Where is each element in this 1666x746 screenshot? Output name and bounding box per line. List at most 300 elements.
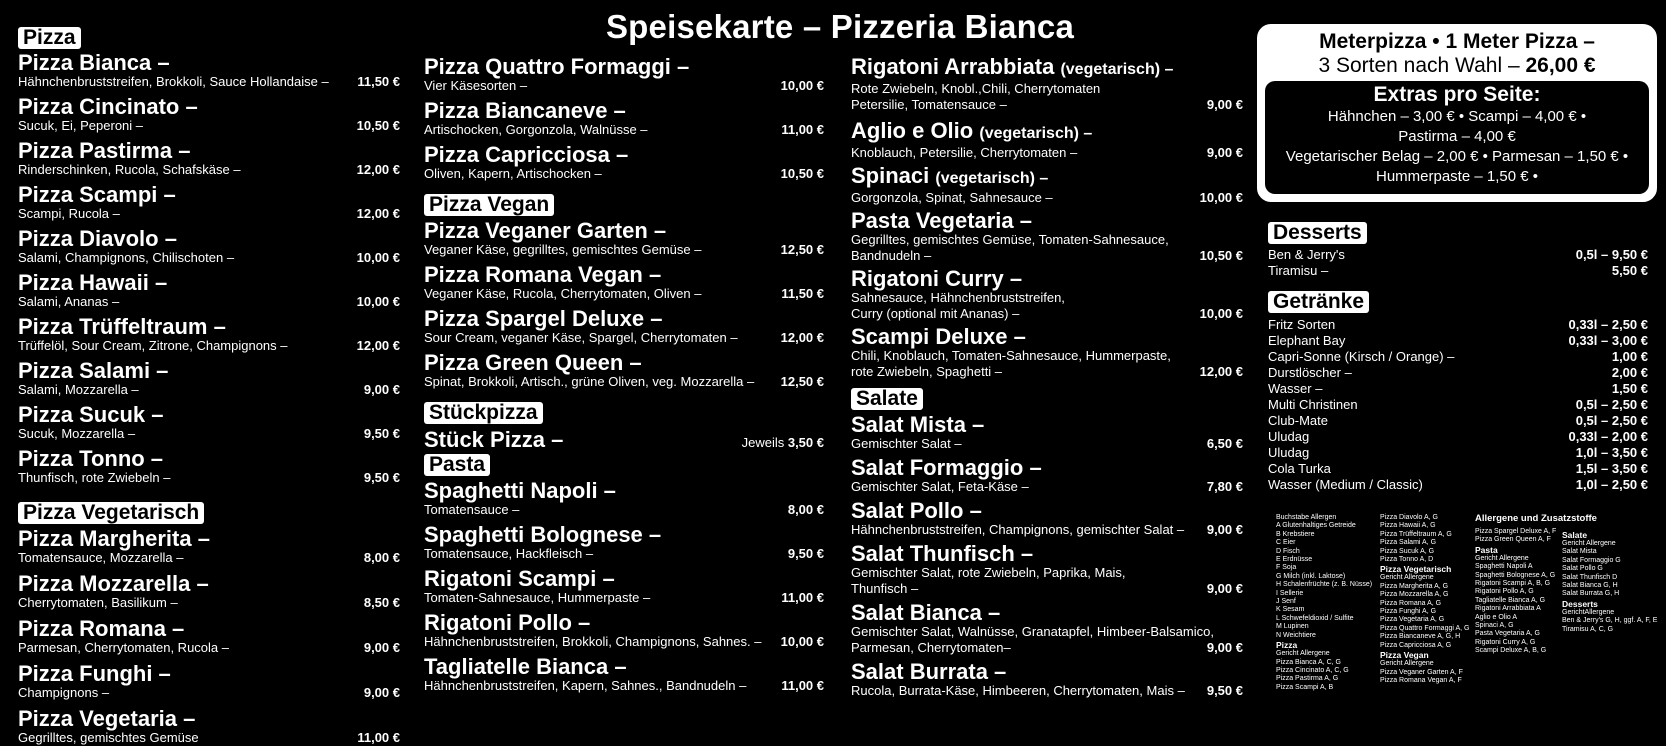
menu-item bbox=[18, 527, 400, 566]
item-name bbox=[851, 55, 1243, 81]
item-description: Tomatensauce, Mozzarella – bbox=[18, 550, 184, 565]
item-price: 11,00 € bbox=[781, 678, 824, 693]
item-name bbox=[18, 403, 400, 426]
menu-item bbox=[424, 611, 824, 650]
allergen-line: GerichtAllergene bbox=[1562, 608, 1615, 616]
menu-item bbox=[18, 403, 400, 442]
meterpizza-price: 26,00 € bbox=[1525, 54, 1596, 77]
menu-item bbox=[18, 95, 400, 134]
row-price: 0,5l – 9,50 € bbox=[1575, 247, 1648, 262]
item-price: 10,00 € bbox=[780, 634, 824, 649]
allergen-line: Pizza Scampi A, B bbox=[1276, 683, 1334, 691]
drink-row bbox=[1268, 333, 1648, 349]
item-name-text: Pizza Romana Vegan – bbox=[424, 262, 662, 287]
row-price: 0,33l – 2,50 € bbox=[1568, 317, 1648, 332]
item-price: 12,50 € bbox=[780, 374, 824, 389]
row-name: Uludag bbox=[1268, 429, 1310, 444]
item-name-text: Salat Mista – bbox=[851, 412, 985, 437]
allergen-line: A Glutenhaltiges Getreide bbox=[1276, 522, 1356, 530]
allergen-line: Salat Burrata G, H bbox=[1562, 590, 1620, 598]
item-name-text: Pizza Mozzarella – bbox=[18, 571, 209, 596]
row-name: Club-Mate bbox=[1268, 413, 1328, 428]
item-qualifier: (vegetarisch) – bbox=[979, 125, 1093, 142]
extras-title: Extras pro Seite: bbox=[1373, 83, 1541, 106]
item-name-text: Pizza Pastirma – bbox=[18, 138, 191, 163]
item-description: Salami, Ananas – bbox=[18, 294, 120, 309]
item-name-text: Pizza Funghi – bbox=[18, 661, 171, 686]
drink-row bbox=[1268, 413, 1648, 429]
section-getraenke: Getränke bbox=[1268, 291, 1369, 313]
item-name-text: Salat Formaggio – bbox=[851, 455, 1042, 480]
item-name bbox=[851, 542, 1243, 565]
menu-item bbox=[851, 267, 1243, 322]
item-price: 8,00 € bbox=[363, 550, 400, 565]
item-price: 10,50 € bbox=[356, 118, 400, 133]
item-name-text: Salat Pollo – bbox=[851, 498, 982, 523]
item-description: Tomatensauce, Hackfleisch – bbox=[424, 546, 594, 561]
allergen-line: N Weichtiere bbox=[1276, 631, 1316, 639]
allergen-line: C Eier bbox=[1276, 539, 1296, 547]
section-pizza: Pizza bbox=[18, 27, 81, 49]
row-name: Cola Turka bbox=[1268, 461, 1331, 476]
item-name-text: Rigatoni Scampi – bbox=[424, 566, 615, 591]
menu-item bbox=[18, 183, 400, 222]
item-name bbox=[851, 660, 1243, 683]
row-price: 1,0l – 3,50 € bbox=[1575, 445, 1648, 460]
item-price: 9,00 € bbox=[363, 382, 400, 397]
menu-item bbox=[851, 542, 1243, 597]
item-price: 11,00 € bbox=[781, 122, 824, 137]
allergen-line: Pizza Hawaii A, G bbox=[1380, 522, 1436, 530]
item-name-text: Pizza Bianca – bbox=[18, 50, 170, 75]
item-name bbox=[18, 51, 400, 74]
allergen-line: Pizza Veganer Garten A, F bbox=[1380, 668, 1463, 676]
allergen-group-heading: Pizza Vegetarisch bbox=[1380, 564, 1452, 575]
allergen-line: Spaghetti Napoli A bbox=[1475, 563, 1533, 571]
item-price: 9,00 € bbox=[1206, 97, 1243, 112]
row-price: 1,00 € bbox=[1611, 349, 1648, 364]
item-price: 7,80 € bbox=[1206, 479, 1243, 494]
allergen-line: Gericht Allergene bbox=[1380, 574, 1434, 582]
menu-item bbox=[851, 209, 1243, 264]
item-price: 9,50 € bbox=[363, 470, 400, 485]
allergen-line: Pizza Quattro Formaggi A, G bbox=[1380, 624, 1470, 632]
allergen-line: Gericht Allergene bbox=[1380, 660, 1434, 668]
allergen-line: Salat Thunfisch D bbox=[1562, 573, 1618, 581]
item-name bbox=[18, 572, 400, 595]
section-pizza-vegan: Pizza Vegan bbox=[424, 194, 554, 216]
item-price: 9,00 € bbox=[1206, 581, 1243, 596]
item-name-text: Pizza Margherita – bbox=[18, 526, 210, 551]
item-name-text: Pizza Veganer Garten – bbox=[424, 218, 667, 243]
allergen-line: Rigatoni Scampi A, B, G bbox=[1475, 580, 1551, 588]
item-name-text: Spinaci bbox=[851, 163, 930, 188]
dessert-row bbox=[1268, 263, 1648, 279]
allergen-line: Pizza Tonno A, D bbox=[1380, 556, 1434, 564]
item-name-text: Scampi Deluxe – bbox=[851, 324, 1026, 349]
item-name bbox=[851, 119, 1243, 145]
allergen-line: Pizza Pastirma A, G bbox=[1276, 675, 1339, 683]
item-name bbox=[424, 351, 824, 374]
item-name bbox=[424, 99, 824, 122]
item-name-text: Pizza Tonno – bbox=[18, 446, 164, 471]
item-description: rote Zwiebeln, Spaghetti – bbox=[851, 364, 1003, 379]
allergen-line: G Milch (inkl. Laktose) bbox=[1276, 572, 1346, 580]
allergen-group-heading: Desserts bbox=[1562, 598, 1598, 609]
item-price: 12,00 € bbox=[1199, 364, 1243, 379]
menu-item bbox=[851, 119, 1243, 161]
allergen-line: Rigatoni Pollo A, G bbox=[1475, 588, 1534, 596]
allergen-line: Spaghetti Bolognese A, G bbox=[1475, 571, 1556, 579]
item-description: Parmesan, Cherrytomaten, Rucola – bbox=[18, 640, 229, 655]
extras-panel bbox=[1265, 81, 1649, 194]
row-name: Multi Christinen bbox=[1268, 397, 1358, 412]
drink-row bbox=[1268, 381, 1648, 397]
price-value: 3,50 € bbox=[787, 435, 824, 450]
item-name bbox=[18, 617, 400, 640]
item-name-text: Rigatoni Arrabbiata bbox=[851, 54, 1055, 79]
item-price bbox=[742, 435, 824, 451]
section-desserts: Desserts bbox=[1268, 222, 1367, 244]
menu-item bbox=[424, 219, 824, 258]
row-price: 1,50 € bbox=[1611, 381, 1648, 396]
menu-item bbox=[424, 99, 824, 138]
section-salate: Salate bbox=[851, 388, 923, 410]
item-name bbox=[424, 567, 824, 590]
allergen-line: Salat Bianca G, H bbox=[1562, 582, 1618, 590]
item-description: Hähnchenbruststreifen, Brokkoli, Champignons, Sahnes. – bbox=[424, 634, 762, 649]
item-description: Gorgonzola, Spinat, Sahnesauce – bbox=[851, 190, 1053, 205]
item-description: Scampi, Rucola – bbox=[18, 206, 120, 221]
row-name: Elephant Bay bbox=[1268, 333, 1346, 348]
item-description: Chili, Knoblauch, Tomaten-Sahnesauce, Hummerpaste, bbox=[851, 348, 1171, 363]
allergen-line: Salat Formaggio G bbox=[1562, 556, 1621, 564]
item-name bbox=[424, 263, 824, 286]
allergen-line: Pizza Romana A, G bbox=[1380, 599, 1442, 607]
menu-item bbox=[424, 567, 824, 606]
allergen-line: Pizza Sucuk A, G bbox=[1380, 547, 1435, 555]
item-description: Artischocken, Gorgonzola, Walnüsse – bbox=[424, 122, 648, 137]
item-description: Gemischter Salat – bbox=[851, 436, 962, 451]
row-name: Uludag bbox=[1268, 445, 1310, 460]
item-description: Veganer Käse, Rucola, Cherrytomaten, Oliven – bbox=[424, 286, 702, 301]
extras-list bbox=[1265, 107, 1649, 187]
allergen-line: F Soja bbox=[1276, 564, 1297, 572]
extras-line: Hähnchen – 3,00 € • Scampi – 4,00 € • bbox=[1327, 108, 1587, 125]
item-description: Sahnesauce, Hähnchenbruststreifen, bbox=[851, 290, 1065, 305]
item-name-text: Pizza Biancaneve – bbox=[424, 98, 626, 123]
item-description: Oliven, Kapern, Artischocken – bbox=[424, 166, 602, 181]
item-price: 9,00 € bbox=[363, 685, 400, 700]
item-name-text: Pizza Romana – bbox=[18, 616, 185, 641]
meterpizza-subtitle: 3 Sorten nach Wahl – 26,00 € bbox=[1318, 54, 1596, 77]
menu-item bbox=[18, 227, 400, 266]
drink-row bbox=[1268, 349, 1648, 365]
item-price: 6,50 € bbox=[1206, 436, 1243, 451]
row-name: Fritz Sorten bbox=[1268, 317, 1336, 332]
item-description: Spinat, Brokkoli, Artisch., grüne Oliven, veg. Mozzarella – bbox=[424, 374, 755, 389]
item-description: Trüffelöl, Sour Cream, Zitrone, Champignons – bbox=[18, 338, 288, 353]
item-name bbox=[851, 413, 1243, 436]
allergen-legend-col1 bbox=[1276, 514, 1372, 692]
menu-item bbox=[851, 660, 1243, 699]
allergen-line: Salat Pollo G bbox=[1562, 565, 1603, 573]
item-name bbox=[18, 527, 400, 550]
extras-line: Pastirma – 4,00 € bbox=[1398, 128, 1516, 145]
item-description: Salami, Mozzarella – bbox=[18, 382, 139, 397]
row-name: Wasser – bbox=[1268, 381, 1323, 396]
item-price: 10,00 € bbox=[780, 78, 824, 93]
drink-row bbox=[1268, 429, 1648, 445]
item-description: Sucuk, Ei, Peperoni – bbox=[18, 118, 144, 133]
item-price: 12,00 € bbox=[356, 206, 400, 221]
item-name bbox=[18, 662, 400, 685]
item-description: Thunfisch – bbox=[851, 581, 919, 596]
allergen-legend-col4 bbox=[1562, 530, 1657, 634]
desserts-list bbox=[1268, 247, 1648, 279]
allergen-line: Pizza Margherita A, G bbox=[1380, 582, 1449, 590]
price-label: Jeweils bbox=[741, 435, 785, 450]
allergen-line: D Fisch bbox=[1276, 547, 1300, 555]
drink-row bbox=[1268, 445, 1648, 461]
item-name: Stück Pizza – bbox=[424, 427, 564, 452]
menu-item bbox=[851, 325, 1243, 380]
item-price: 10,50 € bbox=[1199, 248, 1243, 263]
item-price: 12,00 € bbox=[356, 162, 400, 177]
item-name-text: Pizza Diavolo – bbox=[18, 226, 177, 251]
allergen-line: Pizza Funghi A, G bbox=[1380, 608, 1437, 616]
item-name bbox=[18, 95, 400, 118]
item-description: Salami, Champignons, Chilischoten – bbox=[18, 250, 235, 265]
drink-row bbox=[1268, 477, 1648, 493]
item-price: 8,50 € bbox=[363, 595, 400, 610]
menu-item bbox=[424, 351, 824, 390]
allergen-group-heading: Salate bbox=[1562, 530, 1588, 540]
item-description: Gemischter Salat, Feta-Käse – bbox=[851, 479, 1029, 494]
menu-item bbox=[851, 55, 1243, 113]
allergen-line: Pizza Cincinato A, C, G bbox=[1276, 666, 1349, 674]
item-name-text: Pasta Vegetaria – bbox=[851, 208, 1033, 233]
allergen-line: Gericht Allergene bbox=[1562, 540, 1616, 547]
allergen-group-heading: Pizza bbox=[1276, 640, 1298, 651]
meterpizza-title: Meterpizza • 1 Meter Pizza – bbox=[1319, 30, 1595, 53]
item-description: Cherrytomaten, Basilikum – bbox=[18, 595, 178, 610]
allergen-line: Tagliatelle Bianca A, G bbox=[1475, 596, 1546, 604]
allergen-line: K Sesam bbox=[1276, 606, 1305, 614]
allergen-line: Gericht Allergene bbox=[1276, 650, 1330, 658]
item-name-text: Salat Burrata – bbox=[851, 659, 1007, 684]
menu-item bbox=[18, 617, 400, 656]
allergen-line: Tiramisu A, C, G bbox=[1562, 625, 1614, 633]
item-description: Thunfisch, rote Zwiebeln – bbox=[18, 470, 171, 485]
meterpizza-box bbox=[1257, 24, 1657, 202]
allergen-line: Pizza Mozzarella A, G bbox=[1380, 591, 1449, 599]
item-price: 10,00 € bbox=[356, 250, 400, 265]
row-price: 0,33l – 2,00 € bbox=[1568, 429, 1648, 444]
drink-row bbox=[1268, 365, 1648, 381]
item-name bbox=[18, 139, 400, 162]
allergen-line: H Schalenfrüchte (z. B. Nüsse) bbox=[1276, 581, 1373, 589]
allergen-line: Pizza Spargel Deluxe A, F bbox=[1475, 528, 1557, 535]
item-description: Sucuk, Mozzarella – bbox=[18, 426, 136, 441]
item-price: 12,50 € bbox=[780, 242, 824, 257]
allergen-line: Pizza Salami A, G bbox=[1380, 539, 1437, 547]
item-name bbox=[851, 164, 1243, 190]
allergen-line: Buchstabe Allergen bbox=[1276, 514, 1337, 521]
item-name bbox=[851, 456, 1243, 479]
menu-item bbox=[424, 307, 824, 346]
menu-item bbox=[18, 447, 400, 486]
item-name-text: Pizza Spargel Deluxe – bbox=[424, 306, 663, 331]
item-price: 11,00 € bbox=[357, 730, 400, 745]
menu-item bbox=[424, 143, 824, 182]
item-price: 10,00 € bbox=[356, 294, 400, 309]
item-name-text: Salat Thunfisch – bbox=[851, 541, 1034, 566]
item-name bbox=[18, 315, 400, 338]
row-name: Durstlöscher – bbox=[1268, 365, 1352, 380]
section-pasta: Pasta bbox=[424, 454, 490, 476]
item-name bbox=[851, 601, 1243, 624]
item-name bbox=[18, 227, 400, 250]
item-name-text: Pizza Quattro Formaggi – bbox=[424, 54, 690, 79]
allergen-legend-col2 bbox=[1380, 514, 1469, 685]
allergen-line: Pizza Capricciosa A, G bbox=[1380, 641, 1452, 649]
menu-item bbox=[851, 499, 1243, 538]
allergen-line: B Krebstiere bbox=[1276, 530, 1315, 538]
item-name-text: Pizza Capricciosa – bbox=[424, 142, 629, 167]
allergen-line: Pizza Green Queen A, F bbox=[1475, 536, 1551, 544]
menu-item bbox=[18, 359, 400, 398]
drink-row bbox=[1268, 317, 1648, 333]
column-desserts-drinks bbox=[1268, 222, 1648, 493]
item-name-text: Spaghetti Bolognese – bbox=[424, 522, 662, 547]
menu-item bbox=[851, 456, 1243, 495]
menu-item bbox=[18, 271, 400, 310]
item-name bbox=[424, 307, 824, 330]
allergen-line: Pizza Trüffeltraum A, G bbox=[1380, 530, 1452, 538]
drink-row bbox=[1268, 461, 1648, 477]
item-description: Hähnchenbruststreifen, Kapern, Sahnes., Bandnudeln – bbox=[424, 678, 747, 693]
item-price: 9,00 € bbox=[1206, 145, 1243, 160]
menu-item bbox=[424, 263, 824, 302]
allergen-line: Spinaci A, G bbox=[1475, 622, 1514, 630]
item-name-text: Pizza Cincinato – bbox=[18, 94, 198, 119]
item-name bbox=[18, 183, 400, 206]
drink-row bbox=[1268, 397, 1648, 413]
menu-item bbox=[424, 55, 824, 94]
allergen-heading: Allergene und Zusatzstoffe bbox=[1475, 513, 1597, 524]
item-name-text: Aglio e Olio bbox=[851, 118, 974, 143]
allergen-group-heading: Pasta bbox=[1475, 544, 1498, 555]
item-name-text: Pizza Sucuk – bbox=[18, 402, 164, 427]
row-price: 5,50 € bbox=[1611, 263, 1648, 278]
allergen-line: Scampi Deluxe A, B, G bbox=[1475, 647, 1547, 655]
allergen-line: L Schwefeldioxid / Sulfite bbox=[1276, 614, 1354, 622]
column-pasta-salate bbox=[851, 0, 1243, 699]
item-name bbox=[18, 359, 400, 382]
item-description: Veganer Käse, gegrilltes, gemischtes Gemüse – bbox=[424, 242, 702, 257]
menu-item bbox=[424, 523, 824, 562]
row-price: 2,00 € bbox=[1611, 365, 1648, 380]
item-name-text: Rigatoni Pollo – bbox=[424, 610, 591, 635]
dessert-row bbox=[1268, 247, 1648, 263]
row-price: 1,5l – 3,50 € bbox=[1575, 461, 1648, 476]
allergen-line: Pizza Biancaneve A, G, H bbox=[1380, 633, 1461, 641]
extras-line: Vegetarischer Belag – 2,00 € • Parmesan – 1,50 € • bbox=[1285, 148, 1629, 165]
item-price: 9,50 € bbox=[787, 546, 824, 561]
item-description: Champignons – bbox=[18, 685, 110, 700]
item-name-text: Pizza Salami – bbox=[18, 358, 169, 383]
allergen-line: Gericht Allergene bbox=[1475, 554, 1529, 562]
item-price: 12,00 € bbox=[780, 330, 824, 345]
item-name bbox=[18, 707, 400, 730]
item-qualifier: (vegetarisch) – bbox=[935, 170, 1049, 187]
item-name bbox=[424, 55, 824, 78]
allergen-line: E Erdnüsse bbox=[1276, 556, 1313, 564]
item-name-text: Spaghetti Napoli – bbox=[424, 478, 616, 503]
item-name bbox=[424, 655, 824, 678]
allergen-line: I Sellerie bbox=[1276, 589, 1304, 597]
item-name-text: Pizza Scampi – bbox=[18, 182, 176, 207]
item-price: 11,50 € bbox=[357, 74, 400, 89]
page-title: Speisekarte – Pizzeria Bianca bbox=[605, 8, 1075, 45]
menu-item bbox=[18, 51, 400, 90]
item-name-text: Pizza Green Queen – bbox=[424, 350, 642, 375]
item-name bbox=[851, 209, 1243, 232]
item-description: Vier Käsesorten – bbox=[424, 78, 528, 93]
item-description: Bandnudeln – bbox=[851, 248, 932, 263]
row-name: Tiramisu – bbox=[1268, 263, 1329, 278]
menu-item bbox=[851, 601, 1243, 656]
item-description: Rinderschinken, Rucola, Schafskäse – bbox=[18, 162, 241, 177]
item-price: 10,00 € bbox=[1199, 306, 1243, 321]
item-name bbox=[851, 325, 1243, 348]
menu-item bbox=[18, 139, 400, 178]
row-price: 1,0l – 2,50 € bbox=[1575, 477, 1648, 492]
row-name: Capri-Sonne (Kirsch / Orange) – bbox=[1268, 349, 1455, 364]
item-description: Hähnchenbruststreifen, Champignons, gemischter Salat – bbox=[851, 522, 1185, 537]
allergen-line: Aglio e Olio A bbox=[1475, 613, 1518, 621]
allergen-line: J Senf bbox=[1276, 598, 1296, 606]
item-name bbox=[424, 611, 824, 634]
item-name-text: Pizza Hawaii – bbox=[18, 270, 168, 295]
row-price: 0,5l – 2,50 € bbox=[1575, 397, 1648, 412]
item-description: Gemischter Salat, rote Zwiebeln, Paprika, Mais, bbox=[851, 565, 1126, 580]
item-price: 9,50 € bbox=[363, 426, 400, 441]
item-price: 8,00 € bbox=[787, 502, 824, 517]
allergen-line: Pizza Vegetaria A, G bbox=[1380, 616, 1445, 624]
menu-item bbox=[424, 428, 824, 451]
drinks-list bbox=[1268, 317, 1648, 493]
item-description: Hähnchenbruststreifen, Brokkoli, Sauce Hollandaise – bbox=[18, 74, 329, 89]
allergen-line: Pizza Diavolo A, G bbox=[1380, 514, 1438, 521]
section-stueckpizza: Stückpizza bbox=[424, 402, 543, 424]
item-description: Tomaten-Sahnesauce, Hummerpaste – bbox=[424, 590, 651, 605]
item-name bbox=[424, 523, 824, 546]
item-name-text: Pizza Trüffeltraum – bbox=[18, 314, 226, 339]
item-description: Rote Zwiebeln, Knobl.,Chili, Cherrytomaten bbox=[851, 81, 1101, 96]
allergen-line: Rigatoni Arrabbiata A bbox=[1475, 605, 1541, 613]
item-description: Tomatensauce – bbox=[424, 502, 520, 517]
column-pizza bbox=[18, 0, 400, 746]
menu-item bbox=[424, 655, 824, 694]
menu-item bbox=[18, 707, 400, 746]
item-name bbox=[424, 219, 824, 242]
allergen-line: Ben & Jerry's G, H, ggf. A, F, E bbox=[1562, 617, 1658, 625]
row-name: Ben & Jerry's bbox=[1268, 247, 1345, 262]
item-price: 11,50 € bbox=[781, 286, 824, 301]
row-name: Wasser (Medium / Classic) bbox=[1268, 477, 1423, 492]
